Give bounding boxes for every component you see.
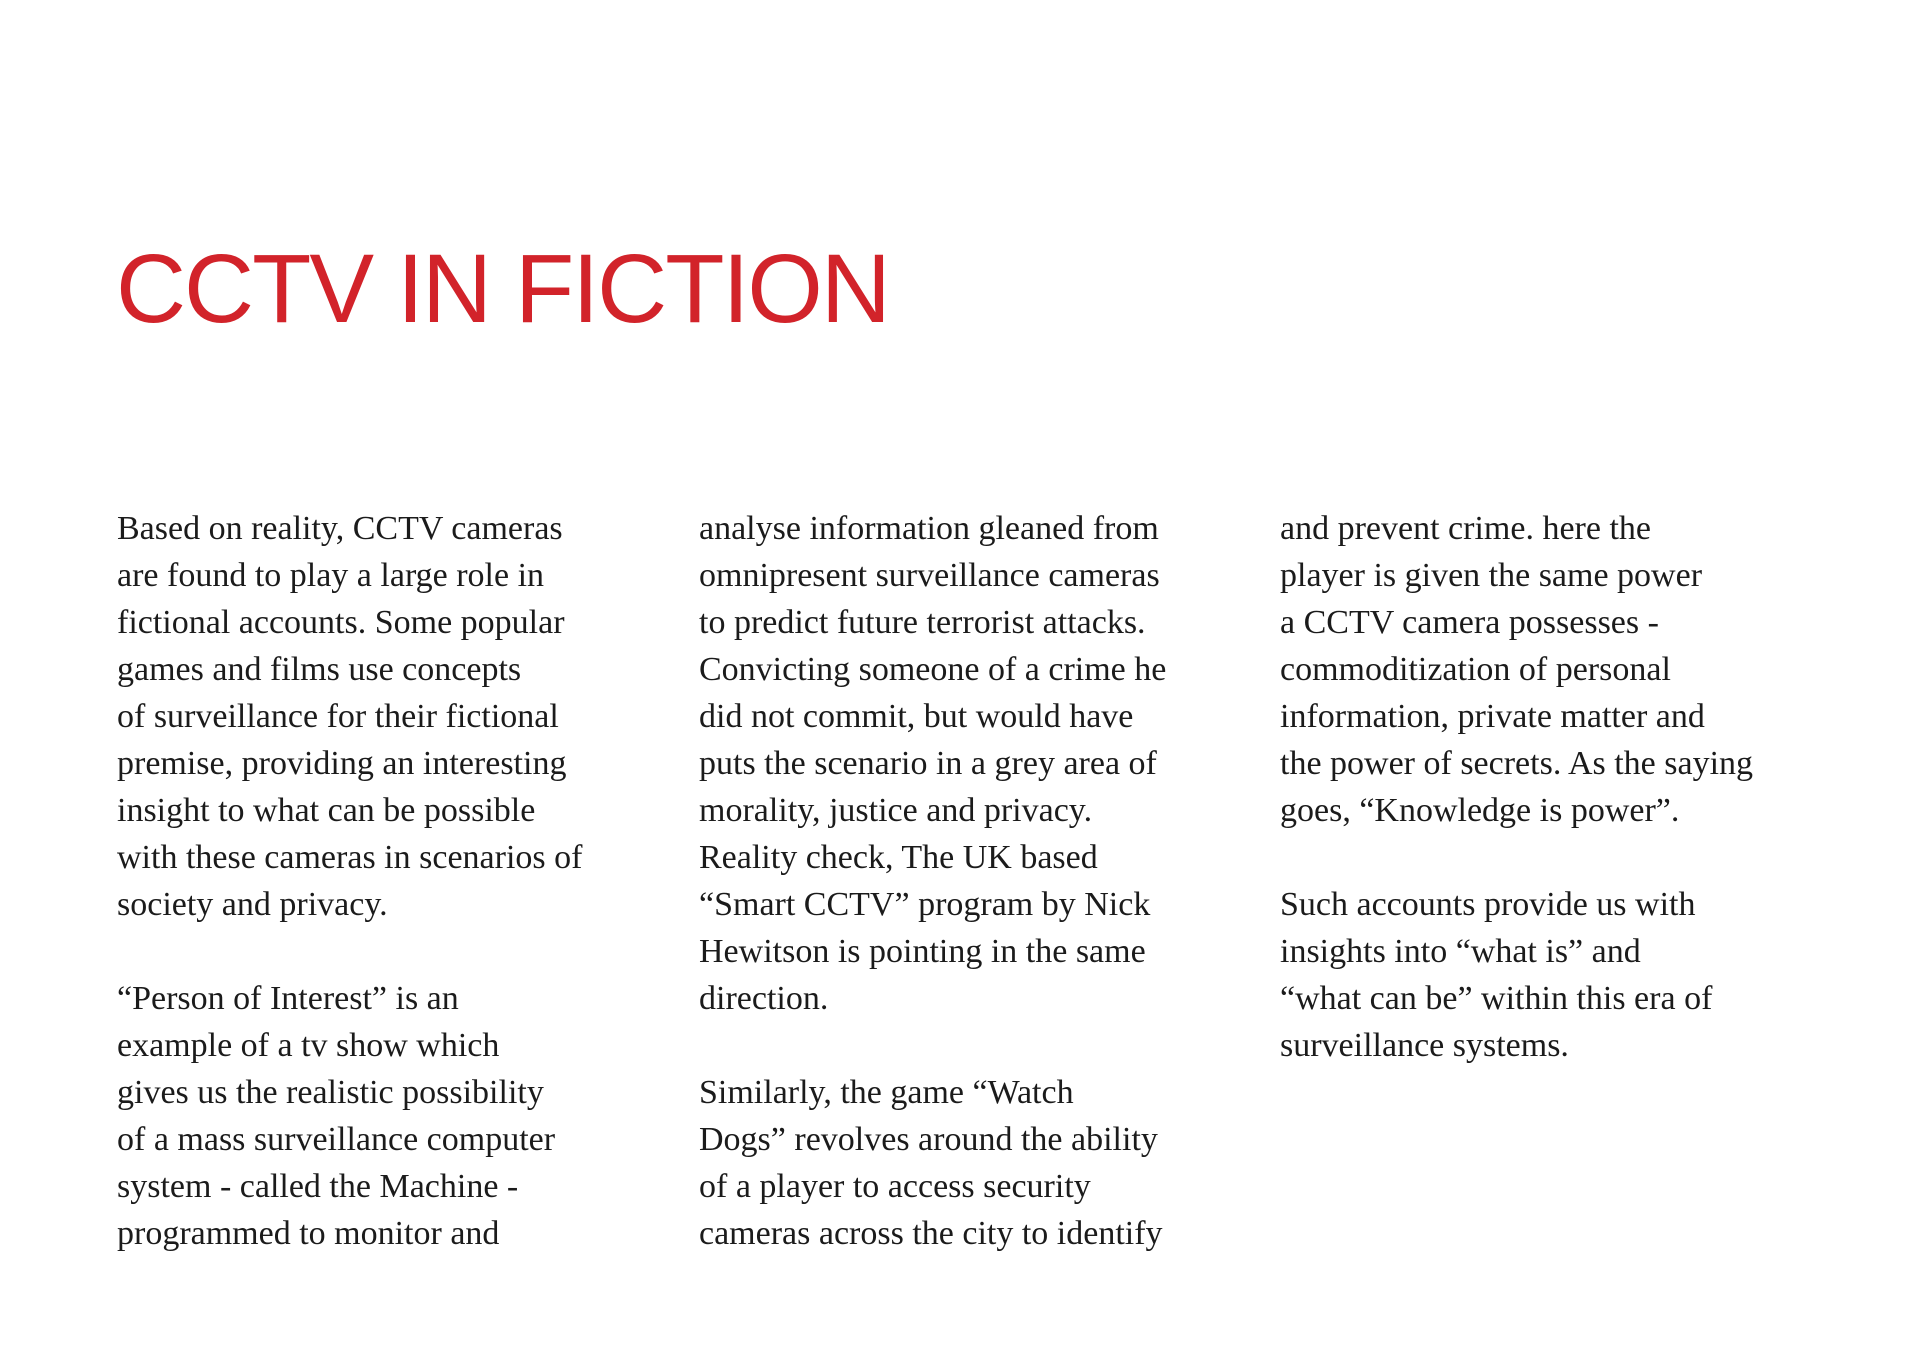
text-line: programmed to monitor and [117, 1215, 500, 1252]
paragraph-spacer [699, 1022, 1239, 1069]
paragraph [1280, 881, 1820, 1069]
text-line: the power of secrets. As the saying [1280, 745, 1754, 782]
paragraph-spacer [1280, 834, 1820, 881]
paragraph [117, 505, 657, 928]
text-line: goes, “Knowledge is power”. [1280, 792, 1680, 829]
text-line: puts the scenario in a grey area of [699, 745, 1157, 782]
text-line: cameras across the city to identify [699, 1215, 1163, 1252]
text-line: Dogs” revolves around the ability [699, 1121, 1158, 1158]
text-line: fictional accounts. Some popular [117, 604, 565, 641]
text-line: of a mass surveillance computer [117, 1121, 556, 1158]
text-column-1 [117, 505, 657, 1257]
text-line: Hewitson is pointing in the same [699, 933, 1146, 970]
text-line: Convicting someone of a crime he [699, 651, 1167, 688]
paragraph [699, 1069, 1239, 1257]
text-line: premise, providing an interesting [117, 745, 567, 782]
text-line: a CCTV camera possesses - [1280, 604, 1659, 641]
text-line: gives us the realistic possibility [117, 1074, 544, 1111]
text-line: Reality check, The UK based [699, 839, 1098, 876]
page-title: CCTV IN FICTION [116, 234, 889, 343]
text-column-3 [1280, 505, 1820, 1069]
text-line: player is given the same power [1280, 557, 1703, 594]
paragraph [699, 505, 1239, 1022]
paragraph-spacer [117, 928, 657, 975]
text-column-2 [699, 505, 1239, 1257]
text-line: society and privacy. [117, 886, 388, 923]
text-line: Such accounts provide us with [1280, 886, 1696, 923]
text-line: games and films use concepts [117, 651, 522, 688]
text-line: analyse information gleaned from [699, 510, 1159, 547]
text-line: “Smart CCTV” program by Nick [699, 886, 1151, 923]
text-line: direction. [699, 980, 829, 1017]
text-line: commoditization of personal [1280, 651, 1671, 688]
text-line: “what can be” within this era of [1280, 980, 1713, 1017]
text-line: Similarly, the game “Watch [699, 1074, 1074, 1111]
text-line: system - called the Machine - [117, 1168, 519, 1205]
text-line: surveillance systems. [1280, 1027, 1569, 1064]
text-line: did not commit, but would have [699, 698, 1134, 735]
text-line: insight to what can be possible [117, 792, 536, 829]
paragraph [117, 975, 657, 1257]
text-line: of surveillance for their fictional [117, 698, 559, 735]
text-line: “Person of Interest” is an [117, 980, 459, 1017]
text-line: omnipresent surveillance cameras [699, 557, 1160, 594]
text-line: and prevent crime. here the [1280, 510, 1651, 547]
text-line: Based on reality, CCTV cameras [117, 510, 563, 547]
text-line: with these cameras in scenarios of [117, 839, 583, 876]
text-line: example of a tv show which [117, 1027, 500, 1064]
text-line: insights into “what is” and [1280, 933, 1641, 970]
text-line: are found to play a large role in [117, 557, 545, 594]
text-line: to predict future terrorist attacks. [699, 604, 1146, 641]
text-line: information, private matter and [1280, 698, 1705, 735]
text-line: morality, justice and privacy. [699, 792, 1093, 829]
text-line: of a player to access security [699, 1168, 1091, 1205]
paragraph [1280, 505, 1820, 834]
